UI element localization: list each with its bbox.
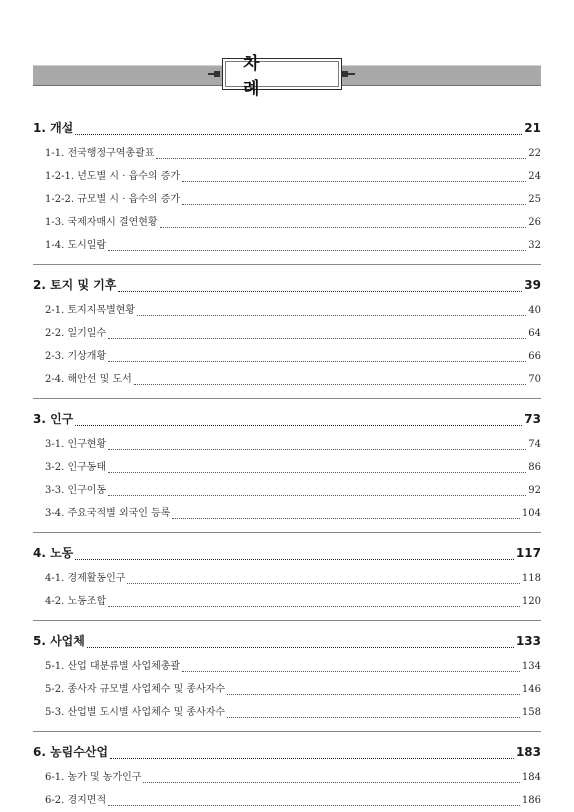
- toc-subsection-entry[interactable]: [33, 678, 541, 701]
- subsection-title: 4-1. 경제활동인구: [45, 573, 126, 584]
- dot-leader: [108, 795, 520, 806]
- chapter-page-number: 133: [515, 634, 541, 648]
- toc-subsection-entry[interactable]: [33, 590, 541, 613]
- subsection-title: 2-3. 기상개황: [45, 351, 107, 362]
- page-title: 차 례: [243, 54, 280, 99]
- dot-leader: [227, 684, 520, 695]
- dot-leader: [143, 772, 519, 783]
- subsection-title: 6-2. 경지면적: [45, 795, 107, 806]
- toc-subsection-entry[interactable]: [33, 142, 541, 165]
- subsection-page-number: 64: [528, 328, 541, 339]
- subsection-title: 3-3. 인구이동: [45, 485, 107, 496]
- subsection-page-number: 118: [521, 573, 541, 584]
- section-divider: [33, 620, 541, 621]
- dot-leader: [108, 462, 526, 473]
- dot-leader: [87, 637, 514, 648]
- subsection-page-number: 24: [528, 171, 541, 182]
- dot-leader: [182, 171, 526, 182]
- toc-subsection-entry[interactable]: [33, 789, 541, 812]
- subsection-page-number: 74: [528, 439, 541, 450]
- toc-subsection-entry[interactable]: [33, 211, 541, 234]
- section-divider: [33, 398, 541, 399]
- subsection-title: 1-1. 전국행정구역총괄표: [45, 148, 155, 159]
- subsection-page-number: 40: [528, 305, 541, 316]
- chapter-page-number: 73: [524, 412, 541, 426]
- subsection-title: 2-4. 해안선 및 도서: [45, 374, 132, 385]
- section-divider: [33, 532, 541, 533]
- dot-leader: [75, 549, 514, 560]
- subsection-title: 5-2. 종사자 규모별 사업체수 및 종사자수: [45, 684, 226, 695]
- subsection-page-number: 26: [528, 217, 541, 228]
- subsection-title: 5-3. 산업별 도시별 사업체수 및 종사자수: [45, 707, 226, 718]
- chapter-title: 3. 인구: [33, 412, 74, 426]
- toc-subsection-entry[interactable]: [33, 433, 541, 456]
- dot-leader: [110, 748, 514, 759]
- section-divider: [33, 731, 541, 732]
- dot-leader: [75, 415, 522, 426]
- subsection-page-number: 120: [521, 596, 541, 607]
- dot-leader: [227, 707, 520, 718]
- toc-subsection-entry[interactable]: [33, 567, 541, 590]
- toc-section: [33, 114, 541, 265]
- toc-section: [33, 539, 541, 621]
- toc-subsection-entry[interactable]: [33, 234, 541, 257]
- subsection-page-number: 104: [521, 508, 541, 519]
- subsection-page-number: 146: [521, 684, 541, 695]
- dot-leader: [75, 124, 522, 135]
- toc-chapter-entry[interactable]: [33, 114, 541, 142]
- table-of-contents: [33, 114, 541, 812]
- subsection-title: 3-2. 인구동태: [45, 462, 107, 473]
- chapter-page-number: 39: [524, 278, 541, 292]
- toc-subsection-entry[interactable]: [33, 456, 541, 479]
- chapter-title: 1. 개설: [33, 121, 74, 135]
- dot-leader: [137, 305, 526, 316]
- toc-subsection-entry[interactable]: [33, 701, 541, 724]
- banner-ornament-right: [348, 73, 355, 75]
- toc-chapter-entry[interactable]: [33, 271, 541, 299]
- title-box: [222, 54, 342, 99]
- chapter-page-number: 117: [515, 546, 541, 560]
- subsection-title: 3-4. 주요국적별 외국인 등록: [45, 508, 171, 519]
- toc-section: [33, 627, 541, 732]
- chapter-title: 5. 사업체: [33, 634, 85, 648]
- subsection-page-number: 184: [521, 772, 541, 783]
- toc-subsection-entry[interactable]: [33, 502, 541, 525]
- subsection-page-number: 25: [528, 194, 541, 205]
- subsection-page-number: 86: [528, 462, 541, 473]
- subsection-title: 4-2. 노동조합: [45, 596, 107, 607]
- subsection-title: 1-2-1. 년도별 시 · 읍수의 증가: [45, 171, 181, 182]
- chapter-page-number: 183: [515, 745, 541, 759]
- dot-leader: [108, 351, 526, 362]
- toc-chapter-entry[interactable]: [33, 738, 541, 766]
- chapter-title: 2. 토지 및 기후: [33, 278, 117, 292]
- dot-leader: [160, 217, 527, 228]
- section-divider: [33, 264, 541, 265]
- subsection-page-number: 32: [528, 240, 541, 251]
- toc-section: [33, 405, 541, 533]
- dot-leader: [108, 596, 520, 607]
- dot-leader: [182, 661, 520, 672]
- chapter-title: 6. 농림수산업: [33, 745, 109, 759]
- subsection-page-number: 92: [528, 485, 541, 496]
- subsection-title: 1-4. 도시일람: [45, 240, 107, 251]
- dot-leader: [182, 194, 526, 205]
- subsection-page-number: 70: [528, 374, 541, 385]
- dot-leader: [156, 148, 526, 159]
- subsection-page-number: 22: [528, 148, 541, 159]
- subsection-page-number: 66: [528, 351, 541, 362]
- toc-subsection-entry[interactable]: [33, 345, 541, 368]
- dot-leader: [127, 573, 519, 584]
- subsection-title: 1-3. 국제자매시 결연현황: [45, 217, 158, 228]
- subsection-title: 2-1. 토지지목별현황: [45, 305, 136, 316]
- dot-leader: [108, 485, 526, 496]
- toc-section: [33, 738, 541, 812]
- dot-leader: [108, 240, 526, 251]
- toc-subsection-entry[interactable]: [33, 165, 541, 188]
- dot-leader: [108, 439, 526, 450]
- subsection-title: 2-2. 일기일수: [45, 328, 107, 339]
- toc-subsection-entry[interactable]: [33, 188, 541, 211]
- banner-square-left: [214, 71, 220, 77]
- dot-leader: [134, 374, 526, 385]
- chapter-page-number: 21: [524, 121, 541, 135]
- toc-subsection-entry[interactable]: [33, 655, 541, 678]
- subsection-page-number: 186: [521, 795, 541, 806]
- toc-subsection-entry[interactable]: [33, 299, 541, 322]
- chapter-title: 4. 노동: [33, 546, 74, 560]
- dot-leader: [108, 328, 526, 339]
- subsection-title: 1-2-2. 규모별 시 · 읍수의 증가: [45, 194, 181, 205]
- dot-leader: [118, 281, 522, 292]
- toc-section: [33, 271, 541, 399]
- toc-subsection-entry[interactable]: [33, 766, 541, 789]
- toc-chapter-entry[interactable]: [33, 405, 541, 433]
- subsection-title: 3-1. 인구현황: [45, 439, 107, 450]
- toc-chapter-entry[interactable]: [33, 627, 541, 655]
- subsection-title: 5-1. 산업 대분류별 사업체총괄: [45, 661, 181, 672]
- dot-leader: [172, 508, 519, 519]
- toc-subsection-entry[interactable]: [33, 479, 541, 502]
- subsection-page-number: 158: [521, 707, 541, 718]
- toc-subsection-entry[interactable]: [33, 368, 541, 391]
- toc-subsection-entry[interactable]: [33, 322, 541, 345]
- subsection-title: 6-1. 농가 및 농가인구: [45, 772, 142, 783]
- toc-chapter-entry[interactable]: [33, 539, 541, 567]
- subsection-page-number: 134: [521, 661, 541, 672]
